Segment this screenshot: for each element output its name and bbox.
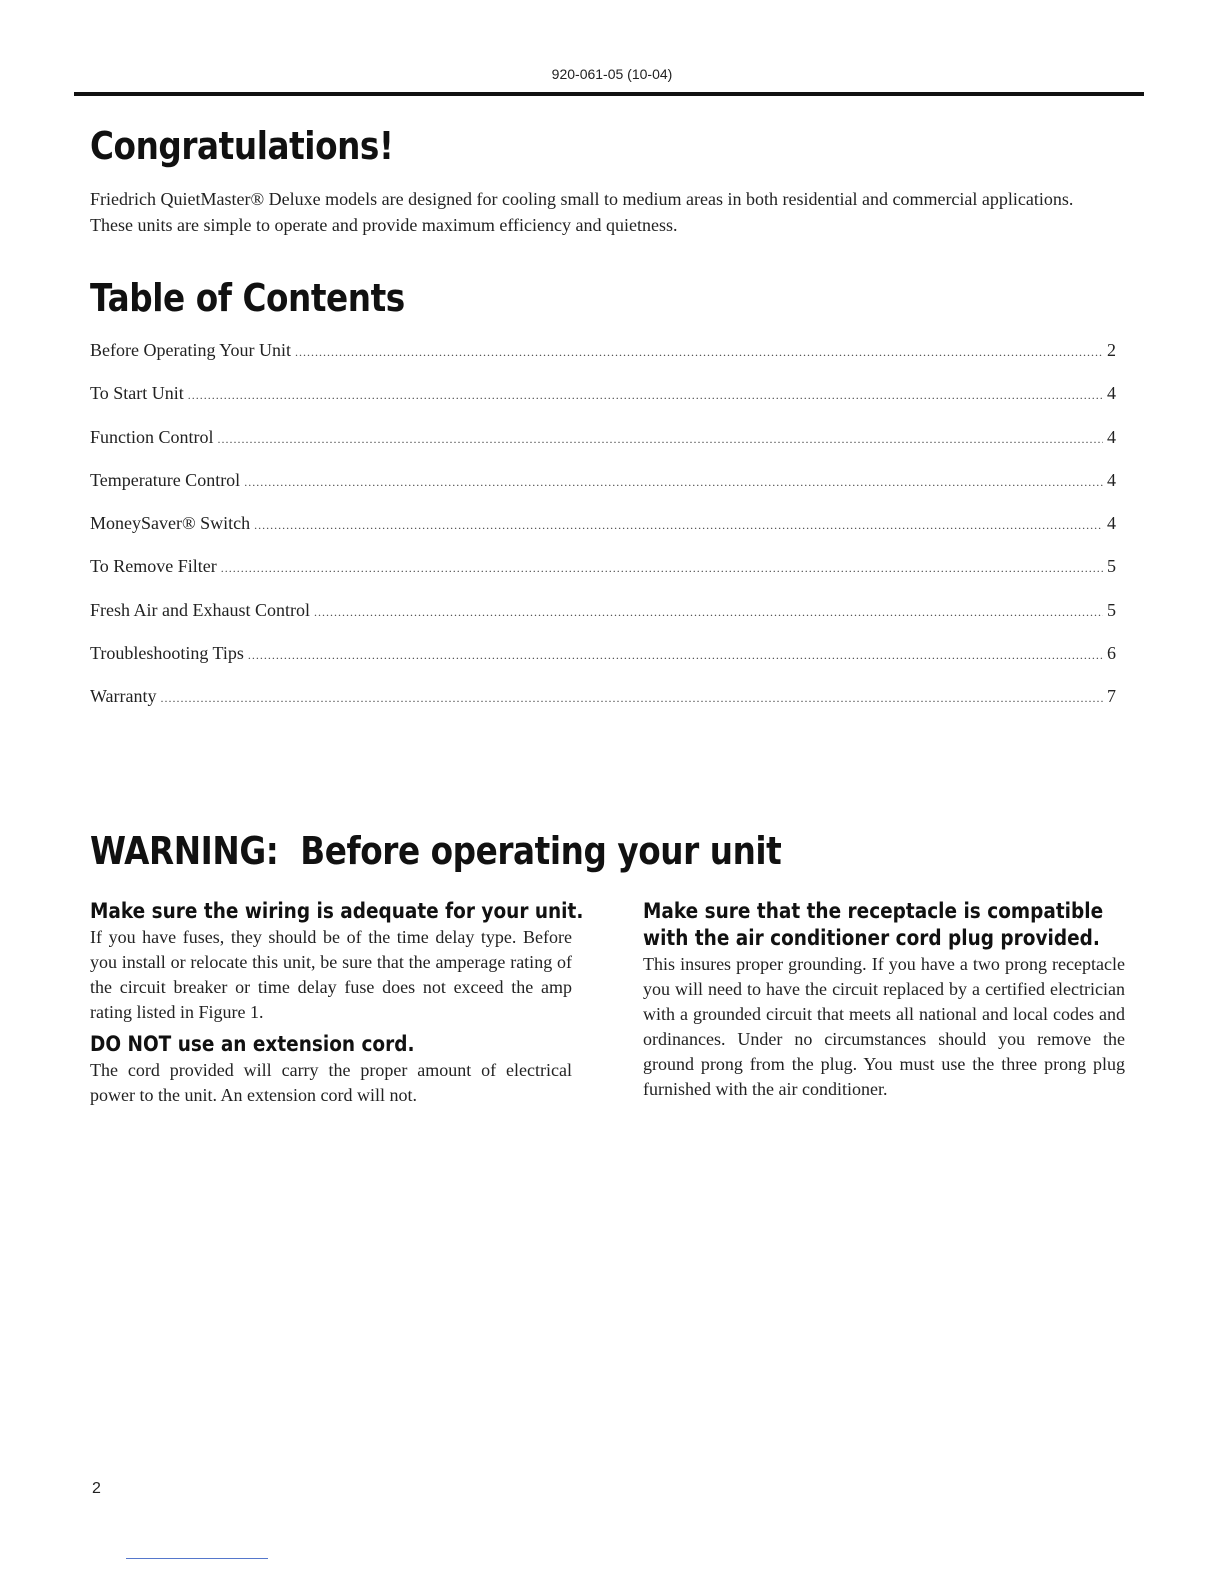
toc-entry-title: Before Operating Your Unit	[90, 340, 291, 360]
toc-leader-dots	[188, 388, 1103, 403]
toc-leader-dots	[248, 648, 1103, 663]
toc-leader-dots	[254, 518, 1103, 533]
warning-heading: WARNING: Before operating your unit	[90, 829, 782, 873]
toc-leader-dots	[218, 432, 1103, 447]
page-number: 2	[92, 1480, 101, 1497]
toc-entry-page: 7	[1107, 686, 1116, 707]
toc-entry-title: To Remove Filter	[90, 556, 217, 577]
toc-entry-title: Function Control	[90, 426, 214, 447]
toc-entry-page: 4	[1107, 469, 1116, 490]
toc-entry-page: 4	[1107, 383, 1116, 404]
wiring-heading: Make sure the wiring is adequate for your unit.	[90, 899, 584, 923]
toc-entry-page: 4	[1107, 513, 1116, 534]
table-of-contents	[90, 340, 1116, 730]
toc-entry-moneysaver-switch[interactable]	[90, 513, 1116, 556]
toc-heading: Table of Contents	[90, 276, 405, 320]
toc-entry-title: To Start Unit	[90, 383, 184, 404]
receptacle-heading: Make sure that the receptacle is compatible with the air conditioner cord plug provided.	[643, 899, 1104, 950]
toc-leader-dots	[221, 561, 1103, 576]
toc-entry-troubleshooting[interactable]	[90, 643, 1116, 686]
toc-entry-title: MoneySaver® Switch	[90, 513, 251, 534]
toc-entry-page: 5	[1107, 599, 1116, 620]
toc-entry-title: Fresh Air and Exhaust Control	[90, 599, 310, 620]
toc-entry-function-control[interactable]	[90, 427, 1116, 470]
wiring-text: If you have fuses, they should be of the time delay type. Before you install or relocate this unit, be sure that the amperage rating of the circuit breaker or time delay fuse does not exceed the amp rating listed in Figure 1.	[90, 927, 572, 1022]
toc-entry-page: 5	[1107, 556, 1116, 577]
toc-entry-to-start-unit[interactable]	[90, 383, 1116, 426]
toc-leader-dots	[244, 475, 1103, 490]
extension-cord-heading: DO NOT use an extension cord.	[90, 1032, 415, 1056]
toc-entry-temperature-control[interactable]	[90, 470, 1116, 513]
extension-cord-text: The cord provided will carry the proper amount of electrical power to the unit. An extension cord will not.	[90, 1060, 572, 1105]
document-code: 920-061-05 (10-04)	[551, 66, 673, 82]
toc-entry-title: Warranty	[90, 686, 157, 707]
toc-entry-remove-filter[interactable]	[90, 556, 1116, 599]
toc-entry-warranty[interactable]	[90, 686, 1116, 729]
intro-paragraph: Friedrich QuietMaster® Deluxe models are designed for cooling small to medium areas in both residential and commercial applications. These units are simple to operate and provide maximum efficiency and quietness.	[90, 189, 1074, 235]
toc-leader-dots	[314, 605, 1103, 620]
toc-entry-title: Temperature Control	[90, 469, 241, 490]
warning-right-column	[643, 898, 1125, 1108]
toc-leader-dots	[161, 691, 1103, 706]
header-divider	[74, 92, 1144, 96]
toc-entry-page: 2	[1107, 340, 1116, 360]
toc-entry-fresh-air[interactable]	[90, 600, 1116, 643]
footer-divider	[126, 1558, 268, 1559]
toc-entry-title: Troubleshooting Tips	[90, 643, 244, 664]
warning-left-column	[90, 898, 584, 1114]
toc-entry-page: 6	[1107, 643, 1116, 664]
toc-leader-dots	[295, 345, 1103, 360]
congratulations-heading: Congratulations!	[90, 124, 394, 168]
toc-entry-before-operating[interactable]	[90, 340, 1116, 383]
receptacle-text: This insures proper grounding. If you have a two prong receptacle you will need to have the circuit replaced by a certified electrician with a grounded circuit that meets all national and local codes and ordinances. Under no circumstances should you remove the ground prong from the plug. You must use the three prong plug furnished with the air conditioner.	[643, 954, 1125, 1099]
toc-entry-page: 4	[1107, 426, 1116, 447]
